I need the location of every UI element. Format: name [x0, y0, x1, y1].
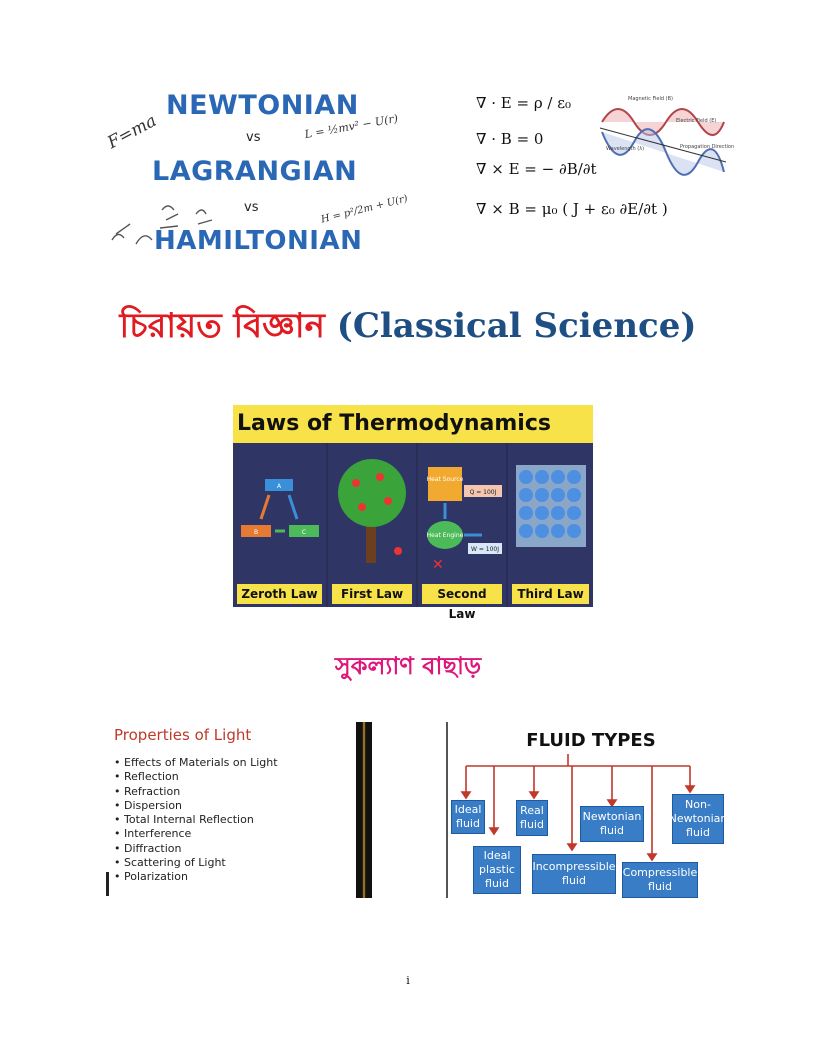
list-item: • Interference [114, 827, 278, 841]
mechanics-comparison-figure [106, 84, 412, 260]
maxwell-eq-4: ∇ × B = μ₀ ( J + ε₀ ∂E/∂t ) [476, 200, 668, 218]
maxwell-eq-1: ∇ · E = ρ / ε₀ [476, 94, 572, 112]
third-law-panel [508, 443, 593, 607]
decorative-stripe [356, 722, 372, 898]
book-title [0, 300, 816, 357]
wave-label-electric: Electric Field (E) [676, 118, 717, 124]
node-a: A [276, 483, 282, 490]
zeroth-law-diagram [233, 443, 326, 573]
zeroth-law-label: Zeroth Law [237, 584, 322, 604]
vs-label-1: vs [246, 130, 261, 145]
list-item: • Refraction [114, 785, 278, 799]
vs-label-2: vs [244, 200, 259, 215]
fluid-box-real: Real fluid [516, 800, 548, 836]
thermodynamics-figure [233, 405, 593, 621]
newton-equation: F=ma [104, 110, 160, 154]
list-item: • Dispersion [114, 799, 278, 813]
hamiltonian-label: HAMILTONIAN [154, 226, 363, 256]
second-law-panel [418, 443, 506, 621]
light-properties-title: Properties of Light [114, 726, 252, 744]
fluid-box-ideal-plastic: Ideal plastic fluid [473, 846, 521, 894]
q-label: Q = 100J [469, 489, 497, 496]
author-name: সুকল্যাণ বাছাড় [334, 652, 482, 680]
frozen-molecules-grid-icon [508, 443, 593, 573]
decorative-bar [106, 872, 109, 896]
book-title-english: (Classical Science) [336, 306, 697, 346]
list-item: • Diffraction [114, 842, 278, 856]
thermodynamics-heading: Laws of Thermodynamics [233, 405, 593, 443]
node-c: C [301, 529, 307, 536]
fluid-types-figure [446, 722, 736, 898]
page-number: i [406, 974, 410, 987]
third-law-label: Third Law [512, 584, 589, 604]
fluid-box-non-newtonian: Non-Newtonian fluid [672, 794, 724, 844]
first-law-label: First Law [332, 584, 412, 604]
list-item: • Polarization [114, 870, 278, 884]
fluid-box-newtonian: Newtonian fluid [580, 806, 644, 842]
handwritten-equations-decoration [106, 184, 236, 254]
maxwell-eq-3: ∇ × E = − ∂B/∂t [476, 160, 597, 178]
wave-label-wavelength: Wavelength (λ) [606, 146, 645, 152]
fluid-box-compressible: Compressible fluid [622, 862, 698, 898]
light-properties-figure [106, 722, 372, 898]
list-item: • Reflection [114, 770, 278, 784]
fluid-types-title: FLUID TYPES [526, 730, 656, 751]
list-item: • Scattering of Light [114, 856, 278, 870]
second-law-label: Second Law [422, 584, 502, 604]
fluid-box-ideal: Ideal fluid [451, 800, 485, 834]
wave-label-propagation: Propagation Direction [680, 144, 735, 150]
newtonian-label: NEWTONIAN [166, 90, 359, 121]
hamilton-equation: H = p²/2m + U(r) [319, 193, 409, 226]
list-item: • Total Internal Reflection [114, 813, 278, 827]
node-b: B [253, 529, 259, 536]
light-properties-list [114, 756, 278, 885]
lagrangian-label: LAGRANGIAN [152, 156, 358, 187]
zeroth-law-panel [233, 443, 326, 607]
heat-source-label: Heat Source [426, 476, 464, 483]
heat-engine-diagram [418, 443, 506, 573]
lagrange-equation: L = ½mv² − U(r) [303, 111, 399, 142]
em-wave-icon [598, 92, 735, 184]
wave-label-magnetic: Magnetic Field (B) [628, 96, 673, 102]
w-label: W = 100J [471, 546, 499, 553]
list-item: • Effects of Materials on Light [114, 756, 278, 770]
maxwell-eq-2: ∇ · B = 0 [476, 130, 544, 148]
heat-engine-label: Heat Engine [426, 532, 464, 539]
book-title-bengali: চিরায়ত বিজ্ঞান [119, 306, 325, 346]
fluid-box-incompressible: Incompressible fluid [532, 854, 616, 894]
svg-text:✕: ✕ [432, 557, 444, 573]
apple-tree-icon [328, 443, 416, 573]
first-law-panel [328, 443, 416, 607]
maxwell-equations-figure [470, 86, 735, 258]
